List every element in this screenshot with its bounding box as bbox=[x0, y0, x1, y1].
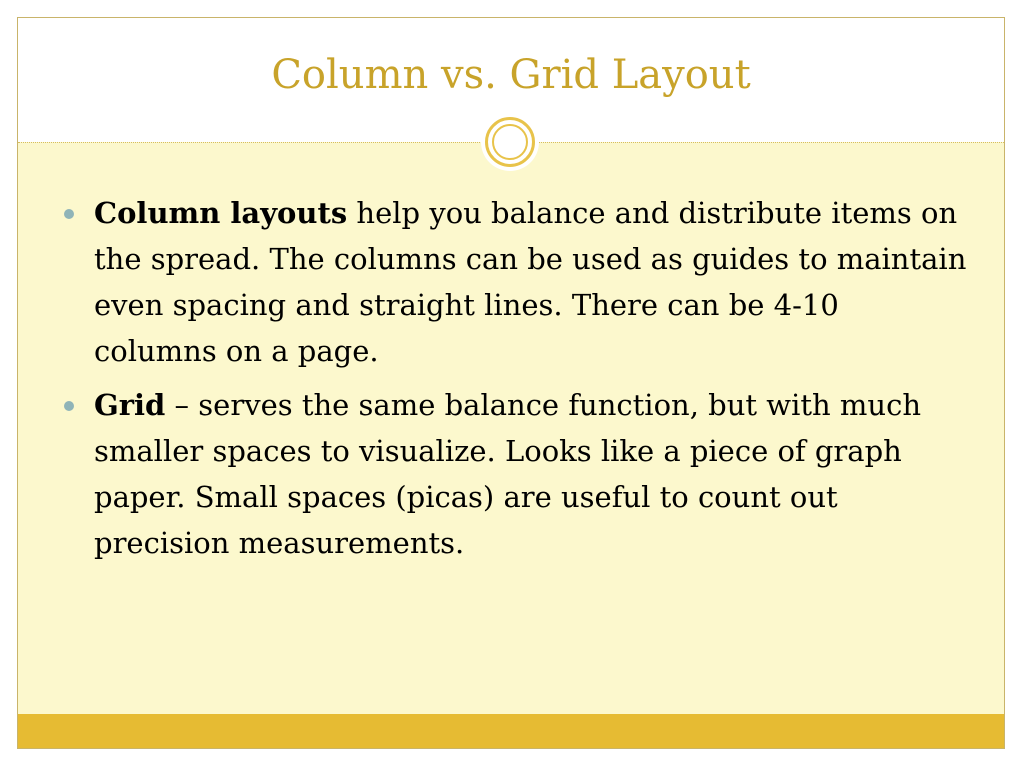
double-circle-ornament-icon bbox=[481, 113, 539, 171]
bullet-item-grid bbox=[58, 382, 968, 566]
bullet-text: – serves the same balance function, but with much smaller spaces to visualize. Looks like a piece of graph paper. Small spaces (picas) are useful to count out precision measurements. bbox=[94, 388, 922, 560]
slide bbox=[17, 17, 1005, 749]
footer-bar bbox=[18, 714, 1004, 748]
ornament-inner-ring bbox=[492, 124, 528, 160]
bullet-dot-icon bbox=[64, 209, 74, 219]
slide-title: Column vs. Grid Layout bbox=[271, 52, 751, 98]
bullet-text: help you balance and distribute items on the spread. The columns can be used as guides to maintain even spacing and straight lines. There can be 4-10 columns on a page. bbox=[94, 196, 967, 368]
bullet-term: Grid bbox=[94, 388, 166, 422]
bullet-term: Column layouts bbox=[94, 196, 348, 230]
bullet-list bbox=[58, 190, 968, 574]
ornament-outer-ring bbox=[485, 117, 535, 167]
bullet-item-column-layouts bbox=[58, 190, 968, 374]
bullet-dot-icon bbox=[64, 401, 74, 411]
